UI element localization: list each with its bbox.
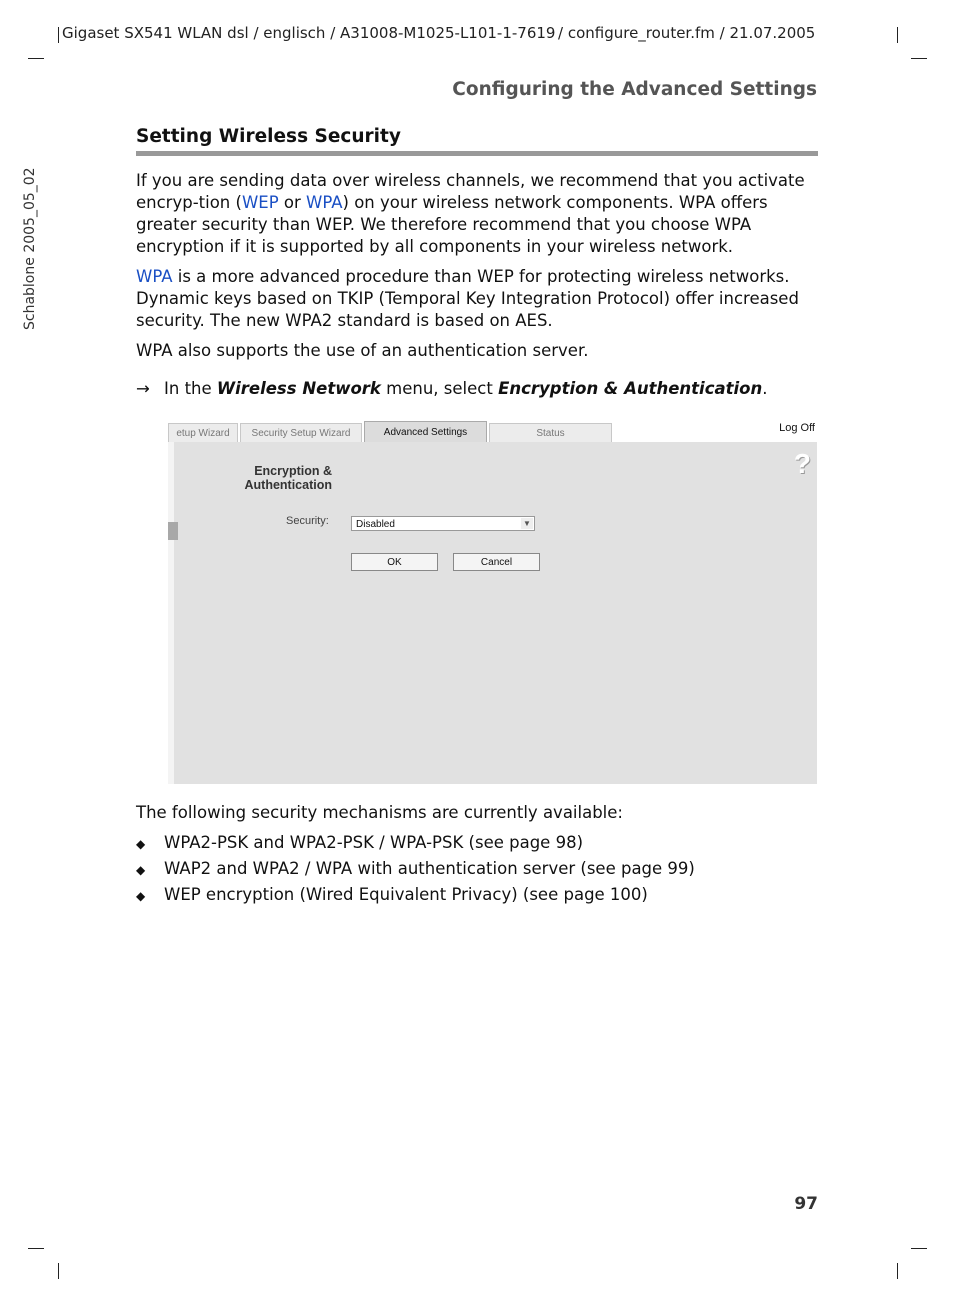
crop-mark — [911, 1248, 927, 1249]
bullet-icon: ◆ — [136, 889, 146, 903]
crop-mark — [58, 27, 59, 43]
arrow-icon: → — [136, 379, 150, 398]
tab-setup-wizard[interactable]: etup Wizard — [168, 423, 238, 443]
help-icon[interactable]: ? — [793, 448, 811, 479]
security-label: Security: — [286, 515, 329, 527]
title-rule — [136, 151, 818, 156]
text: WPA also supports the use of an authentication server. — [136, 341, 589, 360]
crop-mark — [911, 58, 927, 59]
list-item — [136, 833, 583, 852]
scroll-handle[interactable] — [168, 522, 178, 540]
crop-mark — [28, 58, 44, 59]
section-title: Setting Wireless Security — [136, 126, 401, 147]
ok-button[interactable]: OK — [351, 553, 438, 571]
list-item — [136, 885, 648, 904]
router-ui-screenshot — [168, 421, 817, 784]
text: is a more advanced procedure than WEP for protecting wireless networks. Dynamic keys based on TKIP (Temporal Key Integration Protocol) offer increased security. The new WPA2 standard is based on AES. — [136, 267, 799, 330]
text: . — [762, 379, 768, 398]
text: If you are sending data over wireless channels, we recommend that you activate encryp-tion ( — [136, 171, 805, 212]
bullet-icon: ◆ — [136, 863, 146, 877]
security-select-value: Disabled — [356, 519, 395, 530]
text: menu, select — [380, 379, 499, 398]
glossary-link-wep[interactable]: WEP — [241, 193, 279, 212]
text: In the — [164, 379, 217, 398]
bullet-icon: ◆ — [136, 837, 146, 851]
tab-security-setup-wizard[interactable]: Security Setup Wizard — [240, 423, 362, 443]
document-header-right: / configure_router.fm / 21.07.2005 — [558, 24, 816, 42]
running-head: Configuring the Advanced Settings — [452, 79, 817, 100]
crop-mark — [897, 1263, 898, 1279]
list-item — [136, 859, 695, 878]
text: ) on your wireless network components. WPA offers greater security than WEP. We therefore recommend that you choose WPA encryption if it is supported by all components in your wireless network. — [136, 193, 768, 256]
crop-mark — [58, 1263, 59, 1279]
paragraph-mechanisms: The following security mechanisms are currently available: — [136, 803, 623, 822]
tab-status[interactable]: Status — [489, 423, 612, 443]
text: or — [278, 193, 307, 212]
menu-name: Wireless Network — [216, 379, 381, 398]
document-header-left: Gigaset SX541 WLAN dsl / englisch / A31008-M1025-L101-1-7619 — [62, 24, 556, 42]
list-item-text: WPA2-PSK and WPA2-PSK / WPA-PSK (see page 98) — [164, 833, 584, 852]
log-off-link[interactable]: Log Off — [779, 422, 815, 434]
paragraph-intro — [136, 170, 820, 258]
instruction — [136, 379, 768, 398]
paragraph-auth-server — [136, 340, 820, 362]
settings-panel — [168, 442, 817, 784]
glossary-link-wpa[interactable]: WPA — [306, 193, 343, 212]
cancel-button[interactable]: Cancel — [453, 553, 540, 571]
glossary-link-wpa[interactable]: WPA — [136, 267, 173, 286]
crop-mark — [897, 27, 898, 43]
paragraph-wpa — [136, 266, 820, 332]
page-number: 97 — [794, 1194, 818, 1214]
chevron-down-icon: ▼ — [521, 518, 533, 529]
section-label: Encryption & Authentication — [244, 464, 332, 492]
menu-item-name: Encryption & Authentication — [498, 379, 763, 398]
crop-mark — [28, 1248, 44, 1249]
security-select[interactable] — [351, 516, 535, 531]
template-label: Schablone 2005_05_02 — [22, 167, 38, 330]
list-item-text: WEP encryption (Wired Equivalent Privacy) (see page 100) — [164, 885, 648, 904]
tab-bar — [168, 421, 817, 442]
list-item-text: WAP2 and WPA2 / WPA with authentication server (see page 99) — [164, 859, 695, 878]
tab-advanced-settings[interactable]: Advanced Settings — [364, 421, 487, 443]
